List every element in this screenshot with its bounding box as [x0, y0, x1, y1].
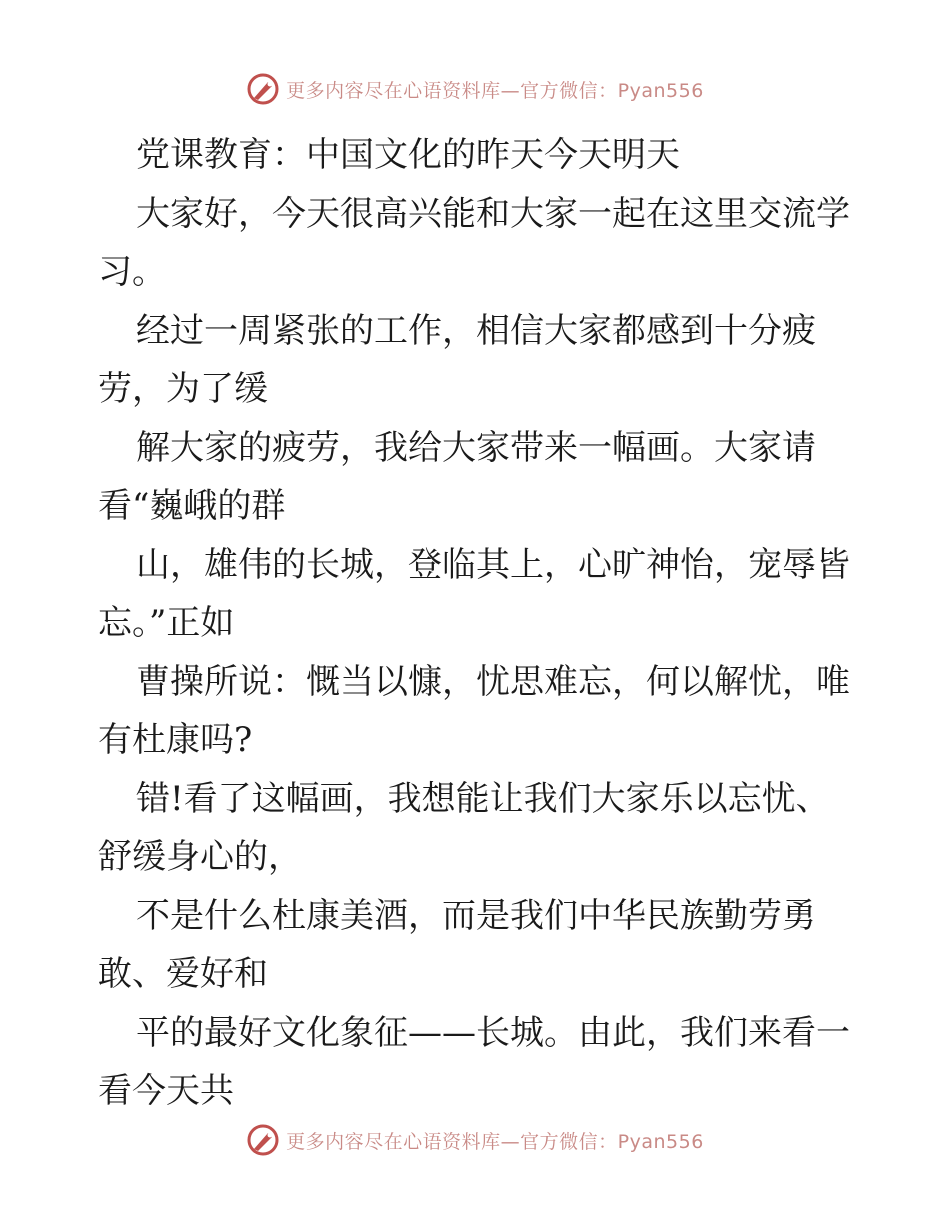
- text-line: 党课教育：中国文化的昨天今天明天: [136, 135, 680, 175]
- text-line: 劳，为了缓: [98, 369, 268, 409]
- pen-logo-icon: [246, 72, 280, 106]
- pen-logo-icon: [246, 1123, 280, 1157]
- text-line: 忘。”正如: [98, 603, 235, 643]
- text-line: 有杜康吗?: [98, 720, 253, 760]
- page-footer-watermark: [0, 1123, 950, 1157]
- text-line: 解大家的疲劳，我给大家带来一幅画。大家请: [136, 427, 816, 468]
- text-line: 敢、爱好和: [98, 954, 268, 994]
- text-line: 错!看了这幅画，我想能让我们大家乐以忘忧、: [136, 778, 830, 819]
- page-header-watermark: [0, 72, 950, 106]
- text-line: 曹操所说：慨当以慷，忧思难忘，何以解忧，唯: [136, 661, 850, 702]
- header-text: 更多内容尽在心语资料库—官方微信：Pyan556: [286, 79, 704, 102]
- text-line: 大家好，今天很高兴能和大家一起在这里交流学: [136, 193, 850, 234]
- text-line: 看今天共: [98, 1071, 234, 1111]
- text-line: 经过一周紧张的工作，相信大家都感到十分疲: [136, 310, 816, 351]
- text-line: 习。: [98, 252, 166, 292]
- text-line: 看“巍峨的群: [98, 486, 286, 526]
- text-line: 不是什么杜康美酒，而是我们中华民族勤劳勇: [136, 895, 816, 936]
- text-line: 山，雄伟的长城，登临其上，心旷神怡，宠辱皆: [136, 544, 850, 585]
- text-line: 舒缓身心的，: [98, 837, 302, 877]
- footer-text: 更多内容尽在心语资料库—官方微信：Pyan556: [286, 1130, 704, 1153]
- document-body: [98, 126, 858, 1121]
- text-line: 平的最好文化象征——长城。由此，我们来看一: [136, 1012, 850, 1053]
